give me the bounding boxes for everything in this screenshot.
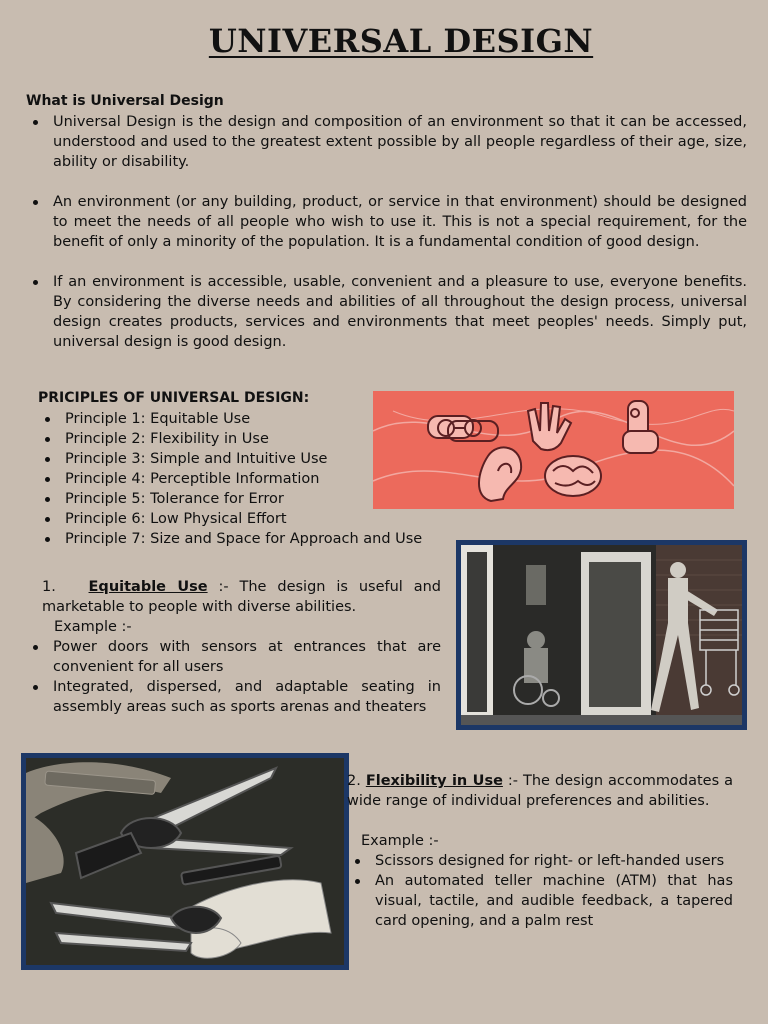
section2-examples [375,851,733,931]
disability-icons-illustration [373,391,734,509]
intro-bullet: If an environment is accessible, usable, convenient and a pleasure to use, everyone benefits. By considering the diverse needs and abilities of all throughout the design process, universal design creates products, services and environments that meet peoples' needs. Simply put, universal design is good design. [53,274,747,350]
principles-heading: PRICIPLES OF UNIVERSAL DESIGN: [38,390,310,406]
section1-examples [53,637,441,717]
equitable-use-title: Equitable Use [88,579,208,595]
page-title: UNIVERSAL DESIGN [208,22,594,60]
example-label-2: Example :- [361,833,439,849]
prosthetic-arm-icon [623,401,658,453]
principle-item: Principle 7: Size and Space for Approach and Use [65,529,445,549]
principle-item: Principle 3: Simple and Intuitive Use [65,449,445,469]
principle-item: Principle 5: Tolerance for Error [65,489,445,509]
principle-item: Principle 2: Flexibility in Use [65,429,445,449]
flexibility-use-title: Flexibility in Use [365,773,503,789]
hand-icon [528,403,571,450]
brain-icon [545,456,601,496]
example-item: An automated teller machine (ATM) that has visual, tactile, and audible feedback, a tapered card opening, and a palm rest [375,873,733,929]
scissors-photo [21,753,349,970]
example-item: Power doors with sensors at entrances that are convenient for all users [53,639,441,675]
example-item: Integrated, dispersed, and adaptable seating in assembly areas such as sports arenas and theaters [53,679,441,715]
glasses-icon [428,416,498,441]
ear-icon [479,447,521,501]
example-item: Scissors designed for right- or left-handed users [375,851,733,871]
example-label-1: Example :- [54,619,132,635]
intro-list [53,112,747,352]
what-heading: What is Universal Design [26,93,224,109]
equitable-use-paragraph: 1. Equitable Use :- The design is useful and marketable to people with diverse abilities. [42,579,442,615]
intro-bullet: Universal Design is the design and composition of an environment so that it can be accessed, understood and used to the greatest extent possible by all people regardless of their age, size, ability or disability. [53,114,747,170]
principle-item: Principle 4: Perceptible Information [65,469,445,489]
flexibility-use-paragraph: 2. Flexibility in Use :- The design accommodates a wide range of individual preferences and abilities. [347,773,733,809]
power-doors-photo [456,540,747,730]
intro-bullet: An environment (or any building, product, or service in that environment) should be designed to meet the needs of all people who wish to use it. This is not a special requirement, for the benefit of only a minority of the population. It is a fundamental condition of good design. [53,194,747,250]
principle-item: Principle 1: Equitable Use [65,409,445,429]
principle-item: Principle 6: Low Physical Effort [65,509,445,529]
